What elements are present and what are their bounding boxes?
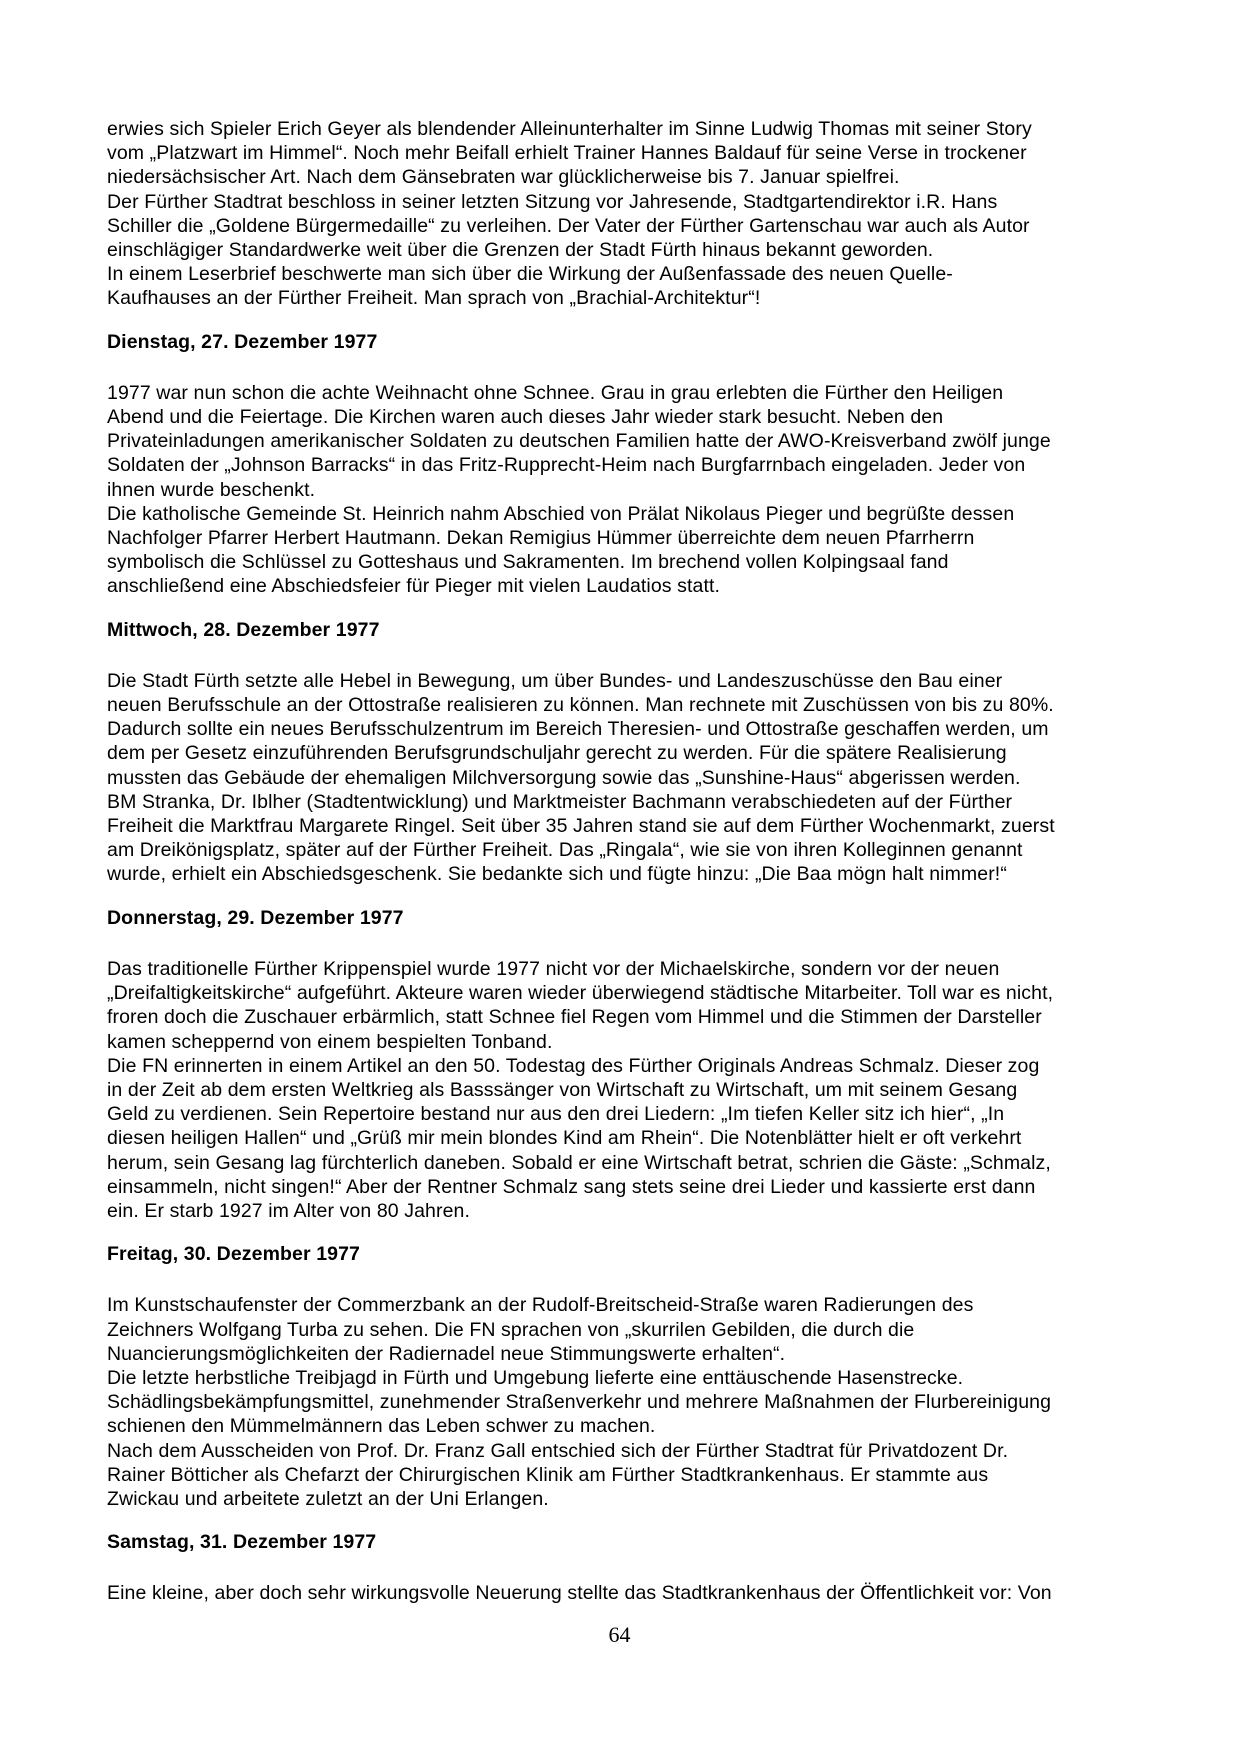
section-heading: Mittwoch, 28. Dezember 1977 [107,618,380,641]
page-number: 64 [608,1622,631,1647]
paragraph [107,669,1167,887]
text-line: am Dreikönigsplatz, später auf der Fürther Freiheit. Das „Ringala“, wie sie von ihren Kolleginnen genannt [107,839,1023,862]
text-line: wurde, erhielt ein Abschiedsgeschenk. Sie bedankte sich und fügte hinzu: „Die Baa mögn halt nimmer!“ [107,863,1007,886]
text-line: kamen scheppernd von einem bespielten Tonband. [107,1030,553,1053]
text-line: Zwickau und arbeitete zuletzt an der Uni Erlangen. [107,1487,549,1510]
paragraph [107,957,1167,1223]
text-line: Nachfolger Pfarrer Herbert Hautmann. Dekan Remigius Hümmer überreichte dem neuen Pfarrherrn [107,527,975,550]
text-line: ihnen wurde beschenkt. [107,478,316,501]
text-line: Eine kleine, aber doch sehr wirkungsvolle Neuerung stellte das Stadtkrankenhaus der Öffentlichkeit vor: Von [107,1582,1052,1605]
text-line: Privateinladungen amerikanischer Soldaten zu deutschen Familien hatte der AWO-Kreisverband zwölf junge [107,430,1051,453]
text-line: schienen den Mümmelmännern das Leben schwer zu machen. [107,1415,656,1438]
text-line: Das traditionelle Fürther Krippenspiel wurde 1977 nicht vor der Michaelskirche, sondern vor der neuen [107,957,1000,980]
text-line: Zeichners Wolfgang Turba zu sehen. Die FN sprachen von „skurrilen Gebilden, die durch die [107,1318,915,1341]
text-line: Freiheit die Marktfrau Margarete Ringel. Seit über 35 Jahren stand sie auf dem Fürther Wochenmarkt, zuerst [107,815,1055,838]
text-line: Nuancierungsmöglichkeiten der Radiernadel neue Stimmungswerte erhalten“. [107,1342,786,1365]
text-line: Schiller die „Goldene Bürgermedaille“ zu verleihen. Der Vater der Fürther Gartenschau war auch als Autor [107,214,1030,237]
text-line: mussten das Gebäude der ehemaligen Milchversorgung sowie das „Sunshine-Haus“ abgerissen werden. [107,766,1021,789]
text-line: Nach dem Ausscheiden von Prof. Dr. Franz Gall entschied sich der Fürther Stadtrat für Privatdozent Dr. [107,1439,1009,1462]
text-line: vom „Platzwart im Himmel“. Noch mehr Beifall erhielt Trainer Hannes Baldauf für seine Verse in trockener [107,142,1027,165]
paragraph [107,1581,1167,1605]
text-line: BM Stranka, Dr. Iblher (Stadtentwicklung) und Marktmeister Bachmann verabschiedeten auf der Fürther [107,790,1013,813]
text-line: Geld zu verdienen. Sein Repertoire bestand nur aus den drei Liedern: „Im tiefen Keller sitz ich hier“, „In [107,1103,1005,1126]
text-line: anschließend eine Abschiedsfeier für Pieger mit vielen Laudatios statt. [107,575,721,598]
text-line: Rainer Bötticher als Chefarzt der Chirurgischen Klinik am Fürther Stadtkrankenhaus. Er stammte aus [107,1463,989,1486]
paragraph [107,117,1167,311]
section-heading: Freitag, 30. Dezember 1977 [107,1243,360,1266]
text-line: Der Fürther Stadtrat beschloss in seiner letzten Sitzung vor Jahresende, Stadtgartendirektor i.R. Hans [107,190,998,213]
text-line: „Dreifaltigkeitskirche“ aufgeführt. Akteure waren wieder überwiegend städtische Mitarbeiter. Toll war es nicht, [107,982,1054,1005]
text-line: herum, sein Gesang lag fürchterlich daneben. Sobald er eine Wirtschaft betrat, schrien die Gäste: „Schmalz, [107,1151,1051,1174]
text-line: neuen Berufsschule an der Ottostraße realisieren zu können. Man rechnete mit Zuschüssen von bis zu 80%. [107,694,1054,717]
text-line: Die katholische Gemeinde St. Heinrich nahm Abschied von Prälat Nikolaus Pieger und begrüßte dessen [107,502,1015,525]
text-line: Kaufhauses an der Fürther Freiheit. Man sprach von „Brachial-Architektur“! [107,287,761,310]
text-line: froren doch die Zuschauer erbärmlich, statt Schnee fiel Regen vom Himmel und die Stimmen der Darsteller [107,1006,1042,1029]
document-content [107,117,1167,1606]
paragraph [107,1293,1167,1511]
text-line: Im Kunstschaufenster der Commerzbank an der Rudolf-Breitscheid-Straße waren Radierungen des [107,1294,974,1317]
text-line: einsammeln, nicht singen!“ Aber der Rentner Schmalz sang stets seine drei Lieder und kassierte erst dann [107,1175,1036,1198]
section-heading: Donnerstag, 29. Dezember 1977 [107,906,404,929]
text-line: Soldaten der „Johnson Barracks“ in das Fritz-Rupprecht-Heim nach Burgfarrnbach eingeladen. Jeder von [107,454,1026,477]
text-line: diesen heiligen Hallen“ und „Grüß mir mein blondes Kind am Rhein“. Die Notenblätter hielt er oft verkehrt [107,1127,1022,1150]
text-line: Schädlingsbekämpfungsmittel, zunehmender Straßenverkehr und mehrere Maßnahmen der Flurbereinigung [107,1391,1052,1414]
text-line: Die letzte herbstliche Treibjagd in Fürth und Umgebung lieferte eine enttäuschende Hasenstrecke. [107,1366,964,1389]
text-line: Abend und die Feiertage. Die Kirchen waren auch dieses Jahr wieder stark besucht. Neben den [107,406,944,429]
text-line: 1977 war nun schon die achte Weihnacht ohne Schnee. Grau in grau erlebten die Fürther den Heiligen [107,381,1004,404]
text-line: In einem Leserbrief beschwerte man sich über die Wirkung der Außenfassade des neuen Quelle- [107,263,953,286]
text-line: einschlägiger Standardwerke weit über die Grenzen der Stadt Fürth hinaus bekannt geworden. [107,239,934,262]
text-line: erwies sich Spieler Erich Geyer als blendender Alleinunterhalter im Sinne Ludwig Thomas mit seiner Story [107,118,1032,140]
section-heading: Dienstag, 27. Dezember 1977 [107,330,378,353]
text-line: symbolisch die Schlüssel zu Gotteshaus und Sakramenten. Im brechend vollen Kolpingsaal fand [107,551,949,574]
text-line: Die FN erinnerten in einem Artikel an den 50. Todestag des Fürther Originals Andreas Schmalz. Dieser zog [107,1054,1040,1077]
paragraph [107,381,1167,599]
text-line: Die Stadt Fürth setzte alle Hebel in Bewegung, um über Bundes- und Landeszuschüsse den Bau einer [107,669,1003,692]
section-heading: Samstag, 31. Dezember 1977 [107,1531,377,1554]
text-line: ein. Er starb 1927 im Alter von 80 Jahren. [107,1199,470,1222]
text-line: niedersächsischer Art. Nach dem Gänsebraten war glücklicherweise bis 7. Januar spielfrei. [107,166,900,189]
text-line: Dadurch sollte ein neues Berufsschulzentrum im Bereich Theresien- und Ottostraße geschaffen werden, um [107,718,1049,741]
text-line: in der Zeit ab dem ersten Weltkrieg als Basssänger von Wirtschaft zu Wirtschaft, um mit seinem Gesang [107,1078,1018,1101]
text-line: dem per Gesetz einzuführenden Berufsgrundschuljahr gerecht zu werden. Für die spätere Realisierung [107,742,1007,765]
